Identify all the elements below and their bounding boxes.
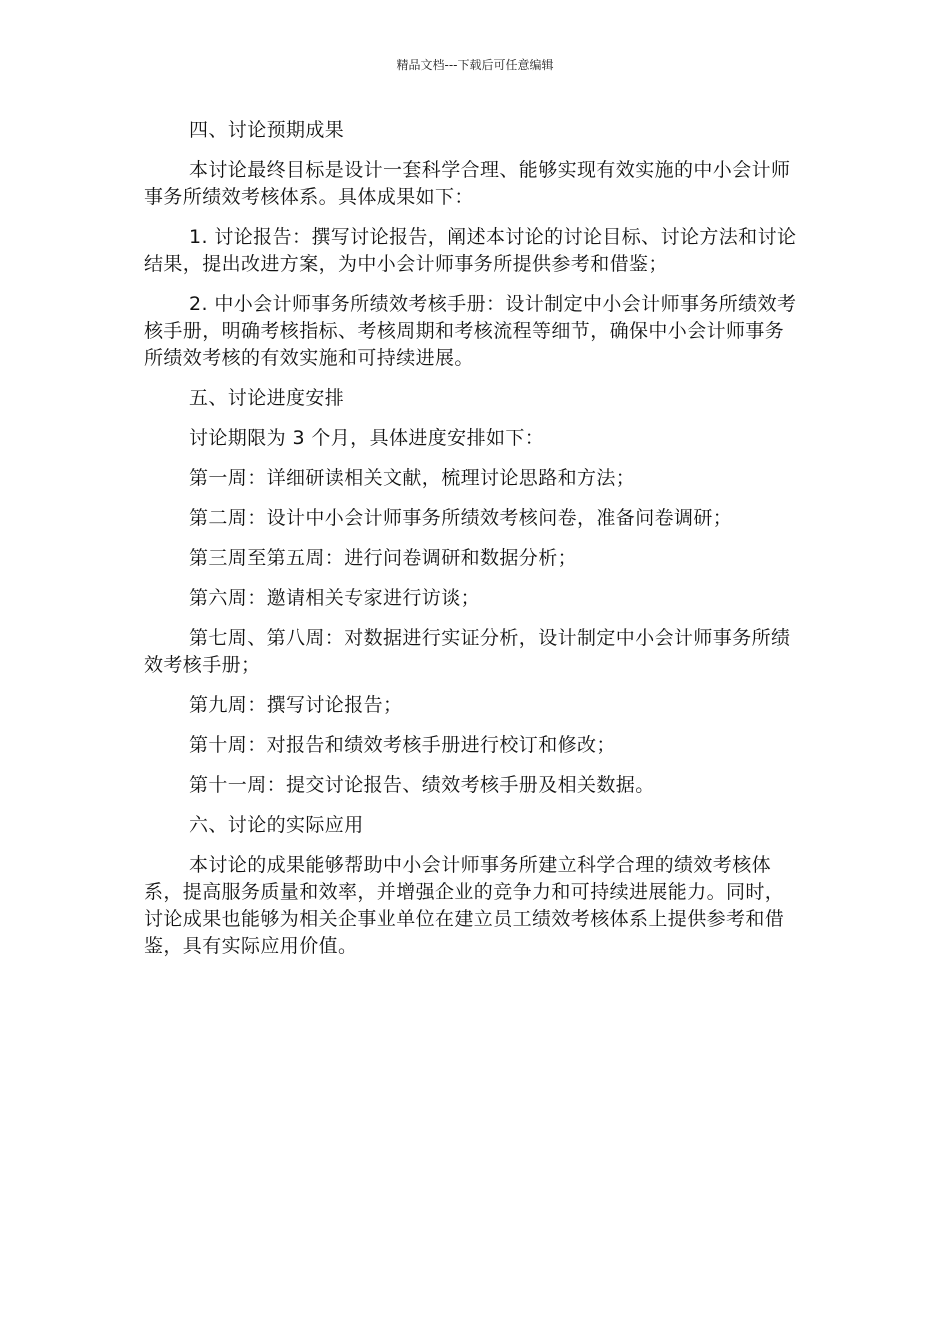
paragraph-outcome-1: 1. 讨论报告：撰写讨论报告，阐述本讨论的讨论目标、讨论方法和讨论结果，提出改进方案，为中小会计师事务所提供参考和借鉴； [144, 226, 797, 275]
paragraph-outcome-2: 2. 中小会计师事务所绩效考核手册：设计制定中小会计师事务所绩效考核手册，明确考核指标、考核周期和考核流程等细节，确保中小会计师事务所绩效考核的有效实施和可持续进展。 [144, 293, 797, 369]
paragraph-goal: 本讨论最终目标是设计一套科学合理、能够实现有效实施的中小会计师事务所绩效考核体系。具体成果如下： [144, 159, 791, 208]
schedule-week-2: 第二周：设计中小会计师事务所绩效考核问卷，准备问卷调研； [189, 507, 733, 529]
schedule-week-6: 第六周：邀请相关专家进行访谈； [189, 587, 481, 609]
schedule-week-11: 第十一周：提交讨论报告、绩效考核手册及相关数据。 [189, 774, 655, 796]
section-heading-6: 六、讨论的实际应用 [189, 814, 364, 836]
paragraph-application: 本讨论的成果能够帮助中小会计师事务所建立科学合理的绩效考核体系，提高服务质量和效率，并增强企业的竞争力和可持续进展能力。同时，讨论成果也能够为相关企事业单位在建立员工绩效考核体系上提供参考和借鉴，具有实际应用价值。 [144, 854, 785, 957]
schedule-week-10: 第十周：对报告和绩效考核手册进行校订和修改； [189, 734, 616, 756]
schedule-week-3-5: 第三周至第五周：进行问卷调研和数据分析； [189, 547, 578, 569]
section-heading-4: 四、讨论预期成果 [189, 119, 345, 141]
page-header: 精品文档---下载后可任意编辑 [396, 58, 554, 72]
schedule-week-9: 第九周：撰写讨论报告； [189, 694, 403, 716]
paragraph-schedule-intro: 讨论期限为 3 个月，具体进度安排如下： [189, 427, 545, 449]
schedule-week-7-8: 第七周、第八周：对数据进行实证分析，设计制定中小会计师事务所绩效考核手册； [144, 627, 791, 676]
schedule-week-1: 第一周：详细研读相关文献，梳理讨论思路和方法； [189, 467, 636, 489]
document-body [144, 117, 799, 973]
section-heading-5: 五、讨论进度安排 [189, 387, 345, 409]
